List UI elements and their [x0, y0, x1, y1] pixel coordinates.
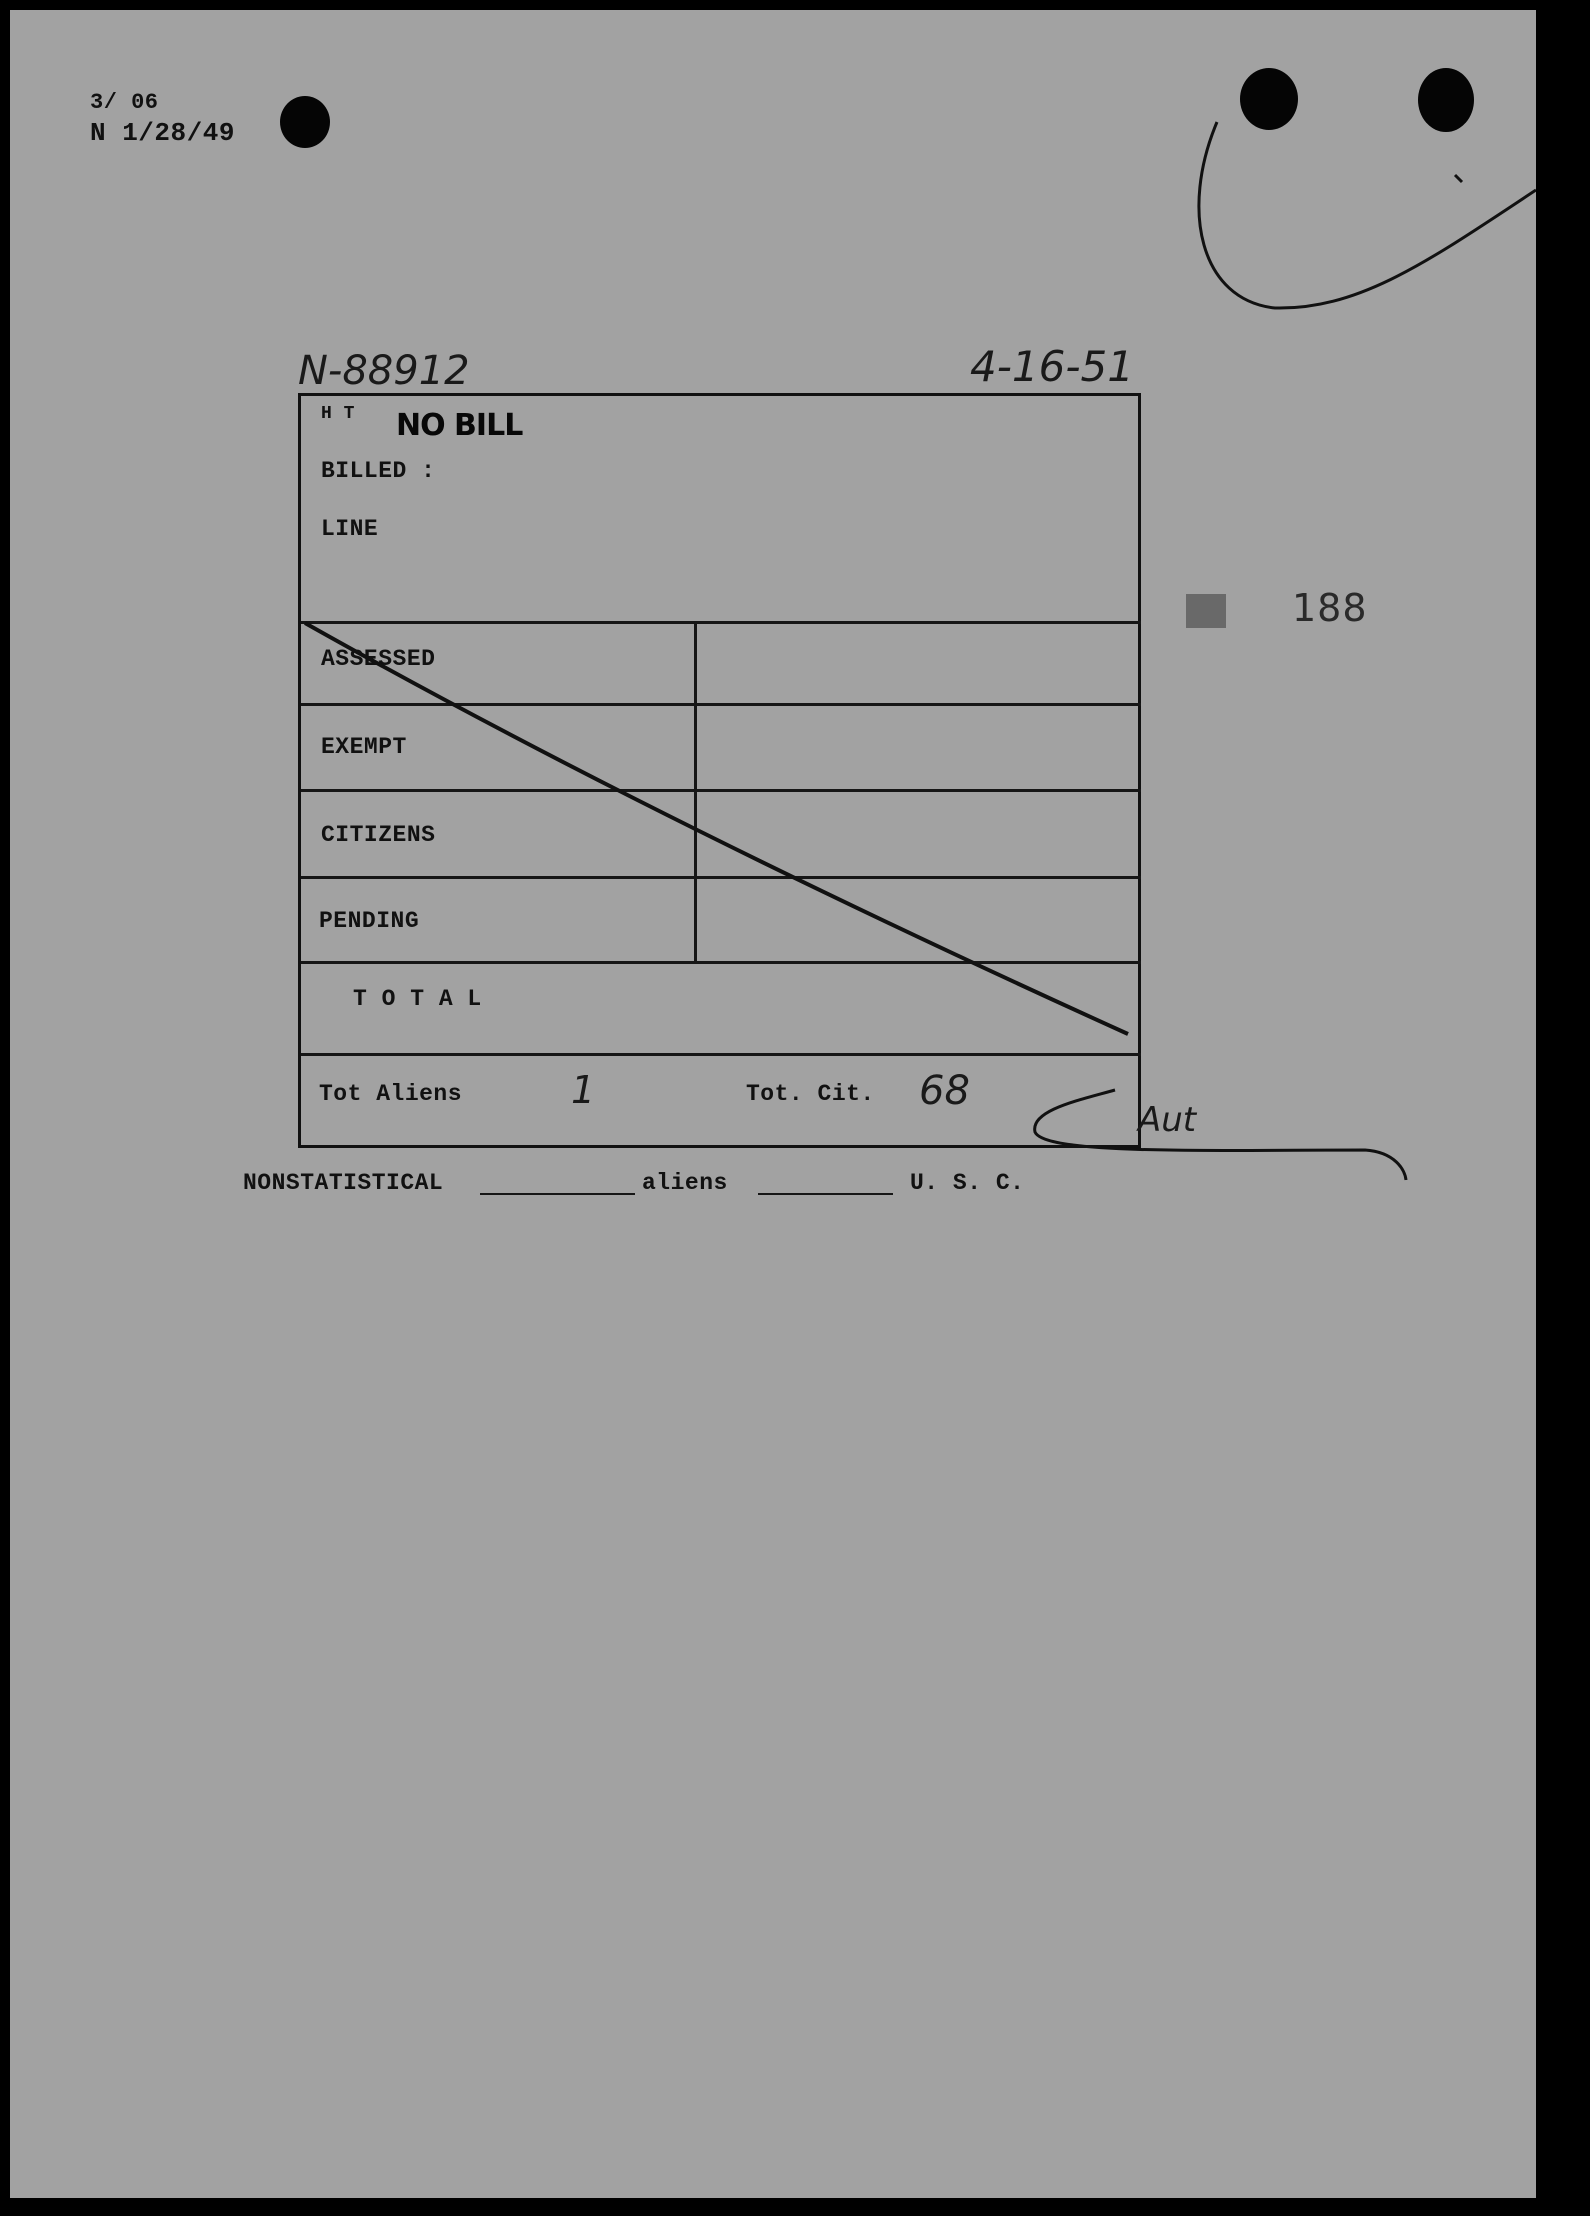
tot-aliens-label: Tot Aliens: [319, 1081, 463, 1107]
header-ref-line2: N 1/28/49: [90, 118, 235, 148]
aliens-label: aliens: [642, 1170, 728, 1196]
ht-label: H T: [321, 404, 355, 424]
total-label: T O T A L: [353, 986, 482, 1012]
top-right-curve: [1199, 122, 1536, 308]
side-number: 188: [1292, 586, 1368, 630]
no-bill-stamp: NO BILL: [396, 408, 523, 443]
file-number: N-88912: [298, 348, 470, 394]
strike-through-line: [305, 623, 1128, 1034]
nonstatistical-label: NONSTATISTICAL: [243, 1170, 444, 1196]
tot-aliens-value: 1: [571, 1068, 596, 1112]
tot-cit-label: Tot. Cit.: [746, 1081, 875, 1107]
header-ref-line1: 3/ 06: [90, 90, 159, 115]
tot-cit-value: 68: [919, 1068, 970, 1114]
usc-label: U. S. C.: [910, 1170, 1025, 1196]
signature-loop: [1035, 1090, 1406, 1180]
corner-tick: [1455, 175, 1462, 182]
initials-signature: Aut: [1138, 1100, 1197, 1140]
row-label-assessed: ASSESSED: [321, 646, 436, 672]
billed-label: BILLED :: [321, 458, 436, 484]
row-label-pending: PENDING: [319, 908, 420, 934]
date-written: 4-16-51: [970, 342, 1134, 391]
line-label: LINE: [321, 516, 379, 542]
document-page: [10, 10, 1536, 2198]
row-label-citizens: CITIZENS: [321, 822, 436, 848]
pen-strokes: [10, 10, 1536, 2198]
row-label-exempt: EXEMPT: [321, 734, 407, 760]
